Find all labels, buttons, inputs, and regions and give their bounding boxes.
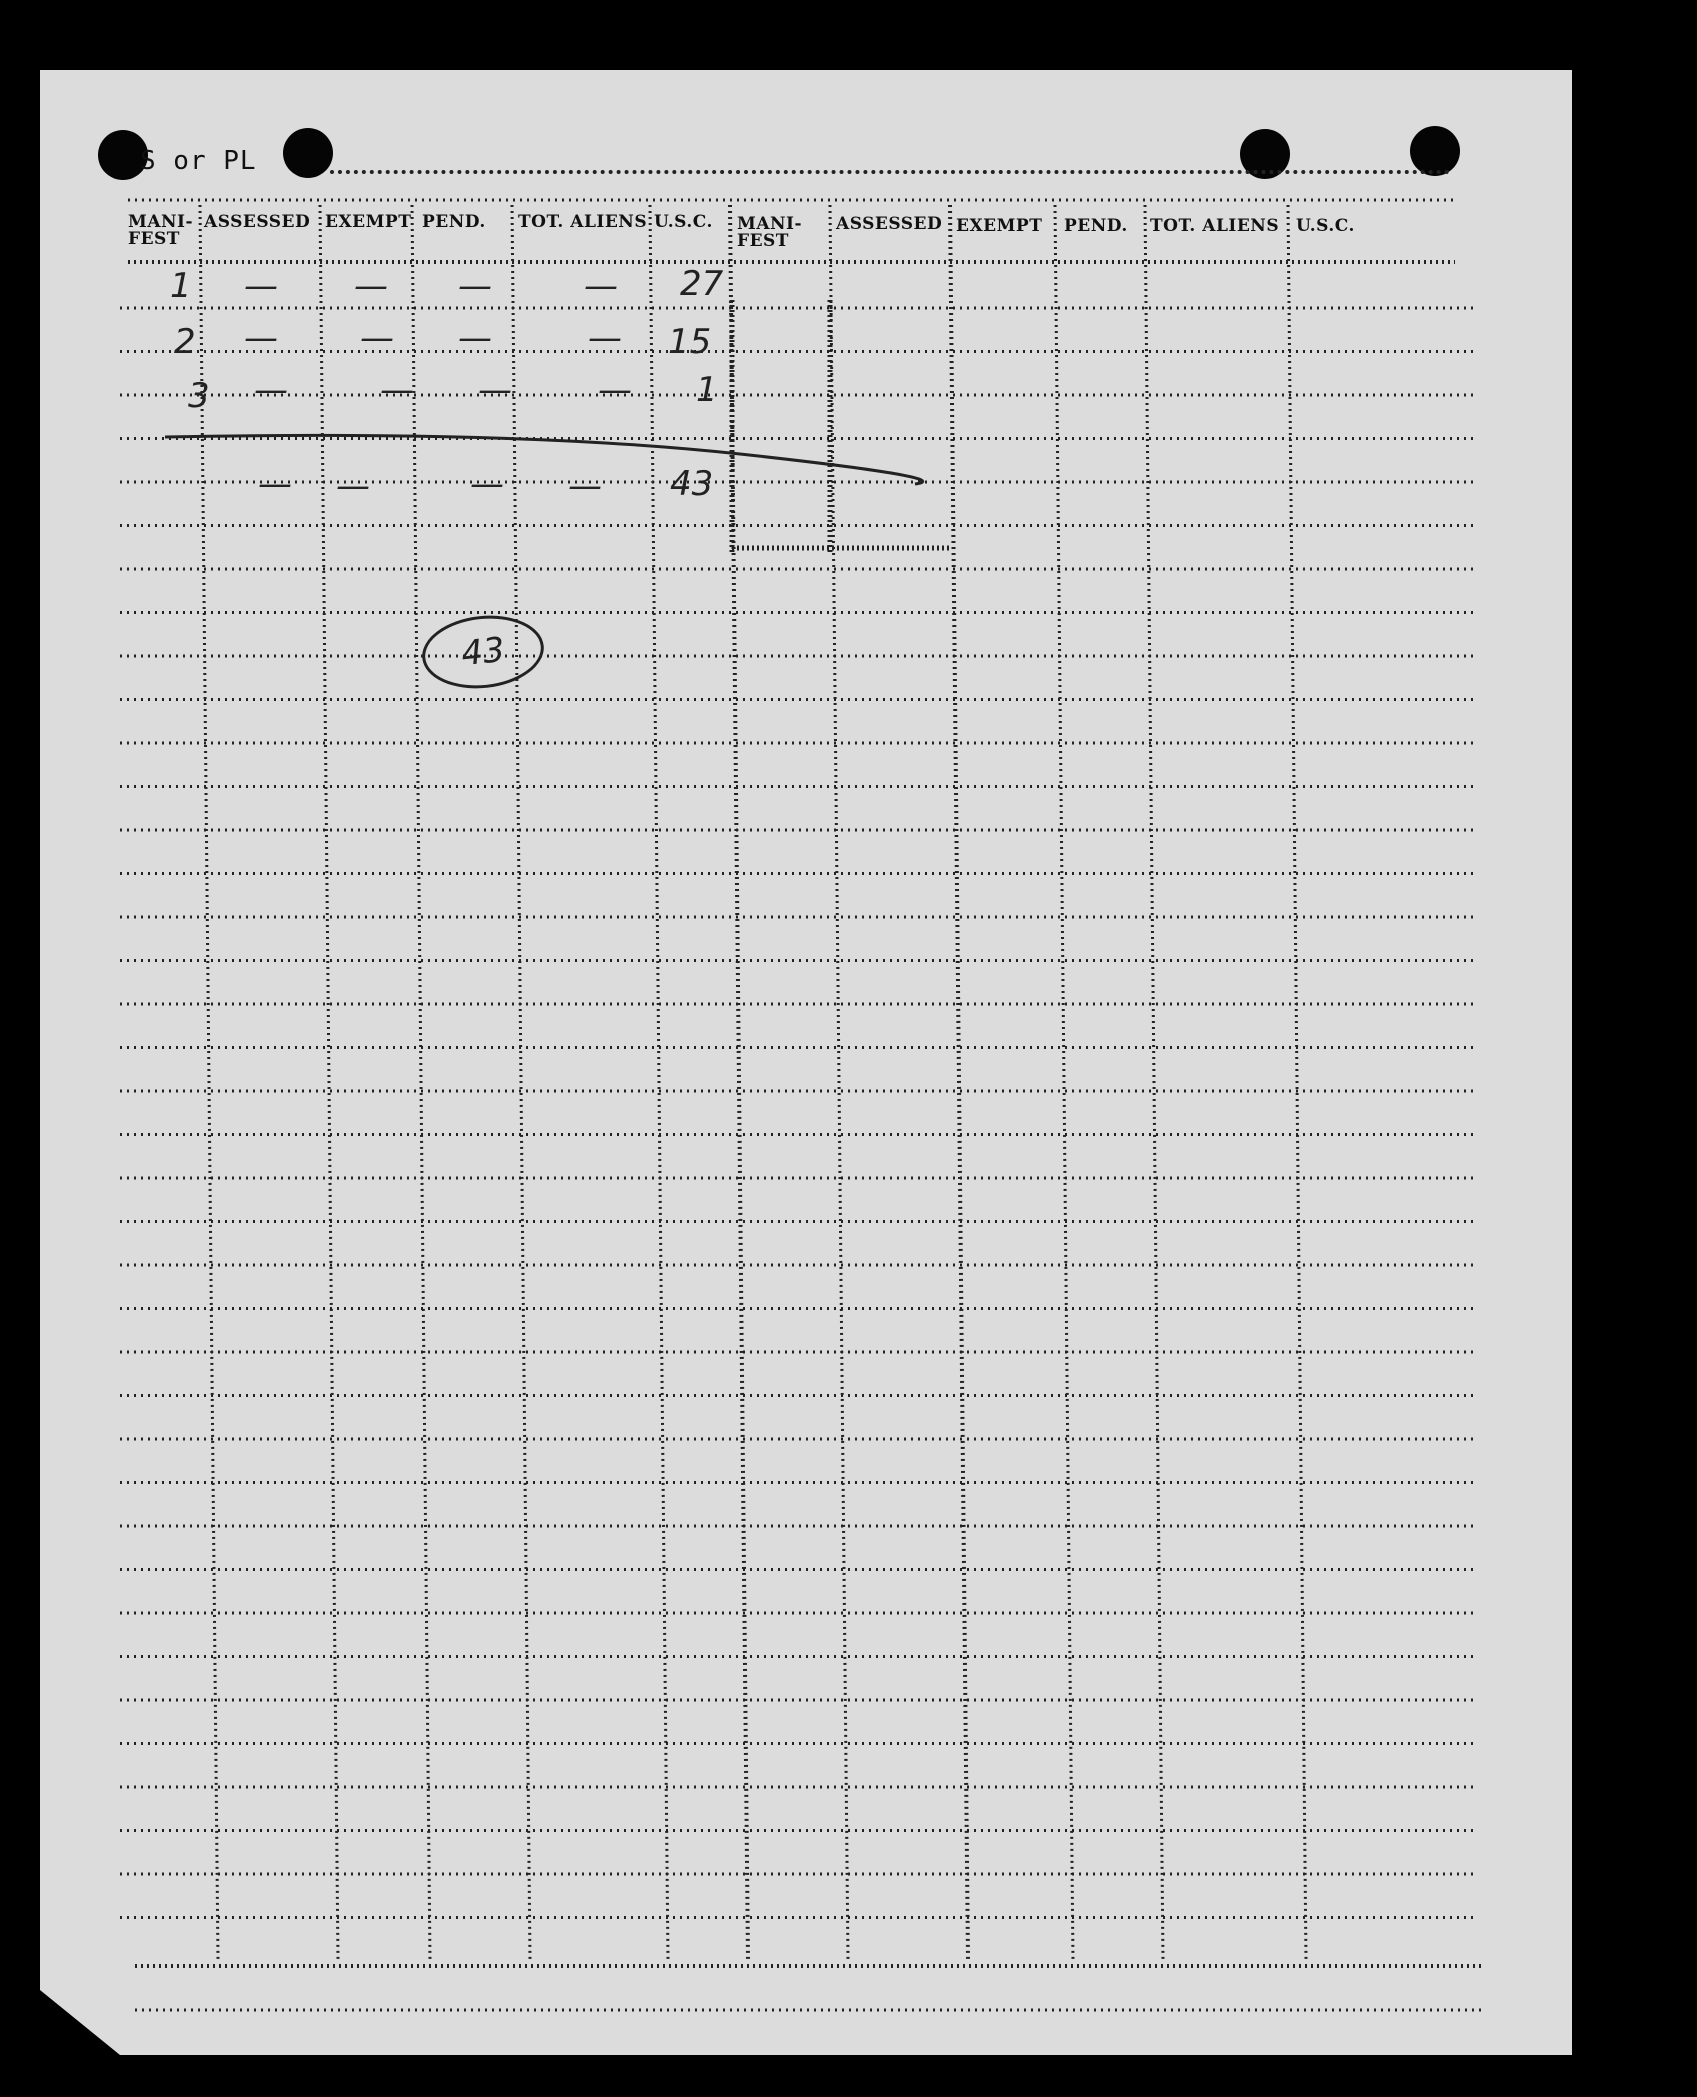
form-sheet bbox=[40, 70, 1572, 2055]
col-assessed-right: ASSESSED bbox=[836, 214, 943, 234]
col-pend-left: PEND. bbox=[422, 212, 486, 232]
column-rule bbox=[830, 205, 848, 1960]
column-rule bbox=[200, 205, 218, 1960]
row2-assessed: — bbox=[244, 318, 278, 358]
row1-assessed: — bbox=[244, 266, 278, 306]
col-exempt-right: EXEMPT bbox=[956, 216, 1043, 236]
col-usc-left: U.S.C. bbox=[654, 212, 713, 232]
row3-pend: — bbox=[478, 370, 512, 410]
column-rule bbox=[512, 205, 530, 1960]
ship-name-label: S or PL bbox=[140, 146, 257, 176]
row2-tot-aliens: — bbox=[588, 318, 622, 358]
row1-tot-aliens: — bbox=[584, 266, 618, 306]
row2-pend: — bbox=[458, 318, 492, 358]
punch-hole-4 bbox=[1410, 126, 1460, 176]
row3-tot-aliens: — bbox=[598, 370, 632, 410]
row2-manifest: 2 bbox=[174, 322, 196, 362]
col-exempt-left: EXEMPT bbox=[325, 212, 412, 232]
col-tot-aliens-right: TOT. ALIENS bbox=[1150, 216, 1280, 236]
col-usc-right: U.S.C. bbox=[1296, 216, 1355, 236]
row3-usc: 1 bbox=[696, 370, 718, 410]
column-rule bbox=[650, 205, 668, 1960]
total-exempt: — bbox=[336, 466, 370, 506]
ship-name-line bbox=[330, 170, 1450, 174]
row3-exempt: — bbox=[380, 370, 414, 410]
row1-usc: 27 bbox=[680, 264, 724, 304]
punch-hole-2 bbox=[283, 128, 333, 178]
col-manifest-right: MANI- FEST bbox=[737, 214, 803, 251]
form-grid bbox=[40, 70, 1572, 2055]
row2-exempt: — bbox=[360, 318, 394, 358]
column-rule bbox=[412, 205, 430, 1960]
column-rule bbox=[1288, 205, 1306, 1960]
col-assessed-left: ASSESSED bbox=[204, 212, 311, 232]
col-manifest-left: MANI- FEST bbox=[128, 212, 194, 249]
col-tot-aliens-left: TOT. ALIENS bbox=[518, 212, 648, 232]
row1-exempt: — bbox=[354, 266, 388, 306]
row2-usc: 15 bbox=[668, 322, 712, 362]
column-rule bbox=[950, 205, 968, 1960]
row3-assessed: — bbox=[254, 370, 288, 410]
total-pend: — bbox=[470, 464, 504, 504]
column-rule bbox=[1055, 205, 1073, 1960]
row1-pend: — bbox=[458, 266, 492, 306]
row1-manifest: 1 bbox=[170, 266, 192, 306]
total-assessed: — bbox=[258, 464, 292, 504]
column-rule bbox=[730, 205, 748, 1960]
circled-total-value: 43 bbox=[459, 629, 507, 675]
row3-manifest: 3 bbox=[188, 376, 210, 416]
total-usc: 43 bbox=[670, 464, 714, 504]
total-tot-aliens: — bbox=[568, 466, 602, 506]
column-rule bbox=[1145, 205, 1163, 1960]
col-pend-right: PEND. bbox=[1064, 216, 1128, 236]
